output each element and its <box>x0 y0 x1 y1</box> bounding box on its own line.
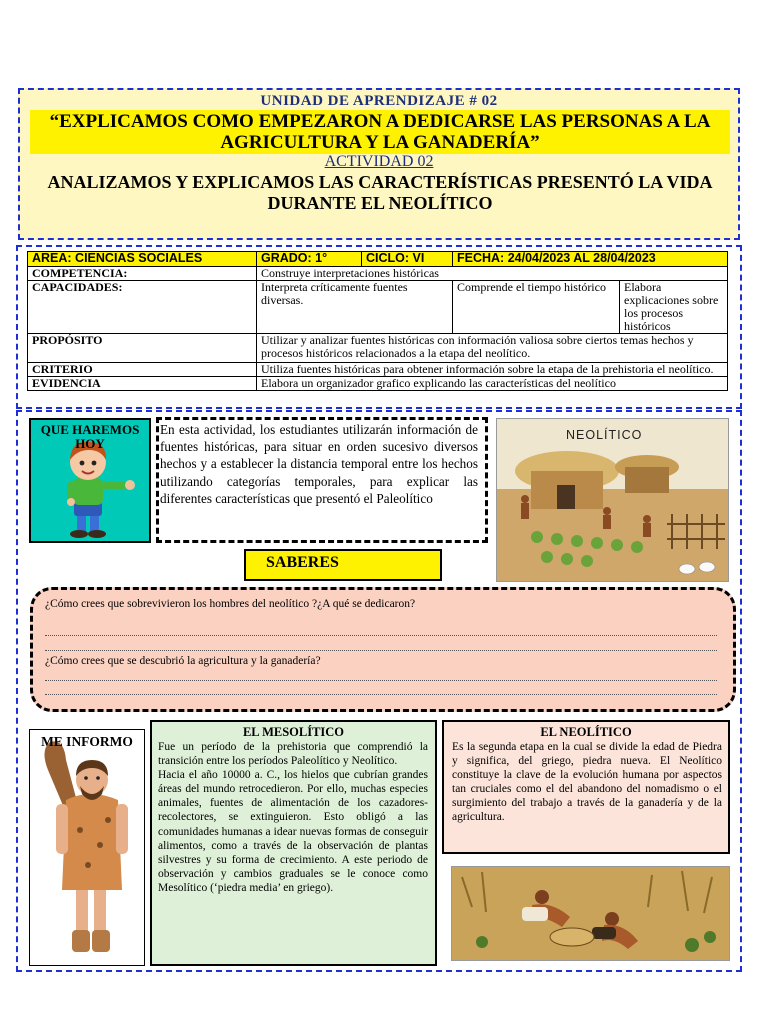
page-title: “EXPLICAMOS COMO EMPEZARON A DEDICARSE LAS PERSONAS A LA AGRICULTURA Y LA GANADERÍA” <box>49 111 711 153</box>
criterio-label: CRITERIO <box>28 363 257 377</box>
me-informo-box <box>29 729 145 966</box>
competencia-value: Construye interpretaciones históricas <box>257 267 728 281</box>
fecha-cell: FECHA: 24/04/2023 AL 28/04/2023 <box>453 252 728 267</box>
activity-description: En esta actividad, los estudiantes utilizarán información de fuentes históricas, para situar en orden sucesivo diversos hechos y a establecer la distancia temporal entre los hechos utilizando categorías temporales, para explicar las diferentes características que presentó el Paleolítico <box>160 422 478 506</box>
question-1: ¿Cómo crees que sobrevivieron los hombres del neolítico ?¿A qué se dedicaron? <box>45 598 416 610</box>
info-table <box>27 251 728 391</box>
neolitico-image-caption: NEOLÍTICO <box>566 428 643 442</box>
grado-cell: GRADO: 1° <box>257 252 362 267</box>
mesolitico-paragraph-2: Hacia el año 10000 a. C., los hielos que cubrían grandes áreas del mundo retrocedieron. Por ello, muchas especies animales, fuentes de alimentación de los cazadores-recolectores, se extinguieron. Esto obligó a las comunidades humanas a idear nuevas formas de conseguir alimentos, como a través de la observación de plantas silvestres y su forma de crecimiento. A este periodo de observación y cambios graduales se le conoce como Mesolítico (‘piedra media’ en griego). <box>158 769 428 894</box>
answer-line[interactable] <box>45 694 717 695</box>
farming-illustration <box>451 866 730 961</box>
neolitico-text: Es la segunda etapa en la cual se divide la edad de Piedra y significa, del griego, piedra nueva. El Neolítico constituye la clave de la evolución humana por aspectos tan cruciales como el del abandono del nomadismo o el surgimiento del trabajo a través de la ganadería y de la agricultura. <box>452 741 722 824</box>
capacidad-2: Comprende el tiempo histórico <box>453 281 620 334</box>
capacidades-label: CAPACIDADES: <box>28 281 257 334</box>
neolitico-illustration <box>496 418 729 582</box>
mesolitico-text <box>158 740 428 895</box>
ciclo-cell: CICLO: VI <box>362 252 453 267</box>
criterio-value: Utiliza fuentes históricas para obtener información sobre la etapa de la prehistoria el neolítico. <box>257 363 728 377</box>
proposito-label: PROPÓSITO <box>28 334 257 363</box>
mesolitico-paragraph-1: Fue un período de la prehistoria que comprendió la transición entre los períodos Paleolítico y Neolítico. <box>158 741 428 768</box>
caveman-icon <box>30 730 144 965</box>
activity-subtitle: ANALIZAMOS Y EXPLICAMOS LAS CARACTERÍSTICAS PRESENTÓ LA VIDA DURANTE EL NEOLÍTICO <box>47 172 713 213</box>
evidencia-label: EVIDENCIA <box>28 377 257 391</box>
mesolitico-title: EL MESOLÍTICO <box>242 725 345 739</box>
answer-line[interactable] <box>45 680 717 681</box>
proposito-value: Utilizar y analizar fuentes históricas con información valiosa sobre ciertos temas hechos y procesos históricos relacionados a la etapa del neolítico. <box>257 334 728 363</box>
answer-line[interactable] <box>45 635 717 636</box>
unidad-heading: UNIDAD DE APRENDIZAJE # 02 <box>260 93 498 109</box>
capacidad-3: Elabora explicaciones sobre los procesos históricos <box>620 281 728 334</box>
me-informo-label: ME INFORMO <box>41 734 133 749</box>
evidencia-value: Elabora un organizador grafico explicando las características del neolítico <box>257 377 728 391</box>
actividad-heading: ACTIVIDAD 02 <box>324 153 434 170</box>
neolitico-title: EL NEOLÍTICO <box>540 725 632 739</box>
competencia-label: COMPETENCIA: <box>28 267 257 281</box>
answer-line[interactable] <box>45 650 717 651</box>
saberes-label: SABERES <box>266 554 339 571</box>
que-haremos-label: QUE HAREMOS HOY <box>40 422 140 451</box>
area-cell: AREA: CIENCIAS SOCIALES <box>28 252 257 267</box>
capacidad-1: Interpreta críticamente fuentes diversas. <box>257 281 453 334</box>
question-2: ¿Cómo crees que se descubrió la agricultura y la ganadería? <box>45 655 321 667</box>
